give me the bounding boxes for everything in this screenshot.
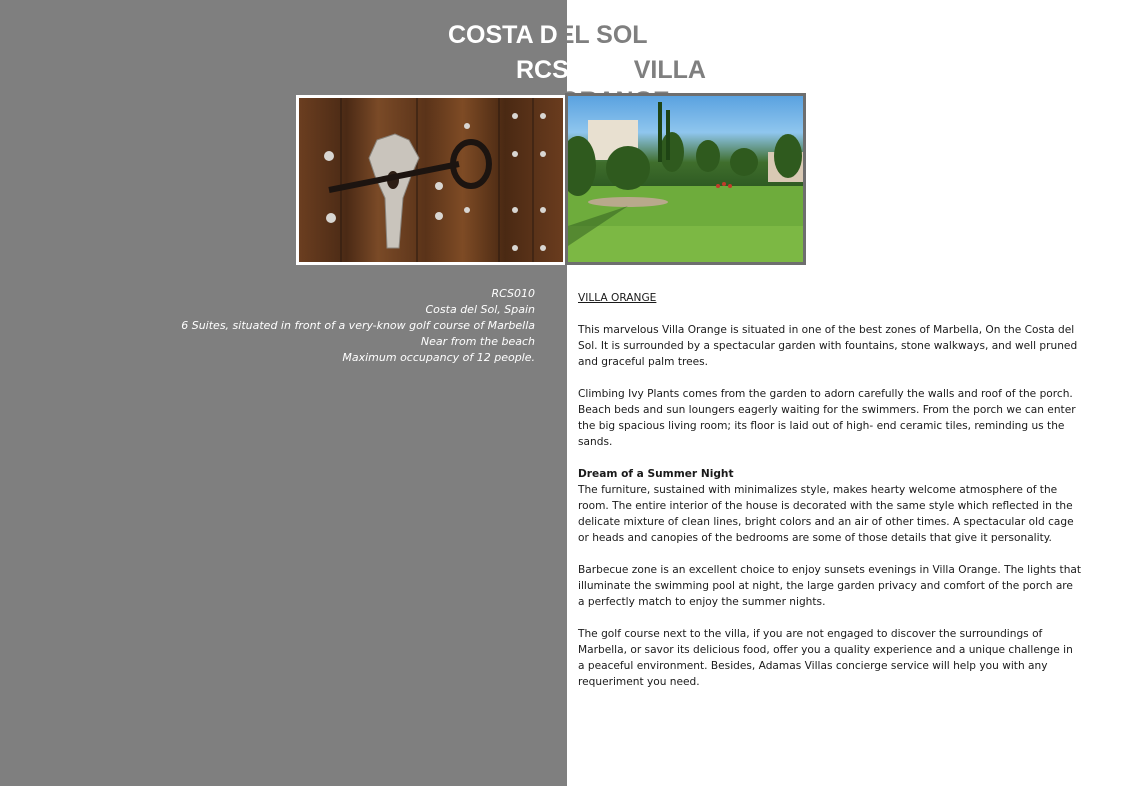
- title-line2-left: RCS: [516, 56, 569, 84]
- title-line1-right: EL SOL: [557, 21, 648, 49]
- article-heading: VILLA ORANGE: [578, 292, 657, 304]
- article-subheading: Dream of a Summer Night: [578, 468, 734, 480]
- page-title-line1: [448, 20, 648, 50]
- article-paragraph-1: This marvelous Villa Orange is situated in one of the best zones of Marbella, On the Costa del Sol. It is surrounded by a spectacular garden with fountains, stone walkways, and well pruned and graceful palm trees.: [578, 324, 1078, 368]
- property-details: [175, 286, 535, 366]
- property-code: RCS010: [491, 287, 535, 300]
- door-lock-photo: [296, 95, 566, 265]
- article-paragraph-5: The golf course next to the villa, if you are not engaged to discover the surroundings of Marbella, or savor its delicious food, offer you a quality experience and a unique challenge in a peaceful environment. Besides, Adamas Villas concierge service will help you with any requeriment you need.: [578, 628, 1073, 688]
- title-line1-left: COSTA D: [448, 21, 558, 49]
- page-title-line2: [516, 55, 706, 85]
- property-beach: Near from the beach: [420, 335, 535, 348]
- title-line2-right: VILLA: [633, 56, 706, 84]
- article-paragraph-4: Barbecue zone is an excellent choice to enjoy sunsets evenings in Villa Orange. The lights that illuminate the swimming pool at night, the large garden privacy and comfort of the porch are a perfectly match to enjoy the summer nights.: [578, 564, 1082, 608]
- property-location: Costa del Sol, Spain: [425, 303, 535, 316]
- villa-garden-photo: [565, 93, 806, 265]
- garden-illustration: [568, 96, 803, 262]
- villa-description: [578, 290, 1082, 706]
- property-occupancy: Maximum occupancy of 12 people.: [342, 351, 535, 364]
- property-suites: 6 Suites, situated in front of a very-know golf course of Marbella: [181, 319, 535, 332]
- article-paragraph-3: The furniture, sustained with minimalizes style, makes hearty welcome atmosphere of the room. The entire interior of the house is decorated with the same style which reflected in the delicate mixture of clean lines, bright colors and an air of other times. A spectacular old cage or heads and canopies of the bedrooms are some of those details that give it personality.: [578, 484, 1074, 544]
- article-paragraph-2: Climbing Ivy Plants comes from the garden to adorn carefully the walls and roof of the porch. Beach beds and sun loungers eagerly waiting for the swimmers. From the porch we can enter the big spacious living room; its floor is laid out of high- end ceramic tiles, reminding us the sands.: [578, 388, 1076, 448]
- door-lock-illustration: [299, 98, 563, 262]
